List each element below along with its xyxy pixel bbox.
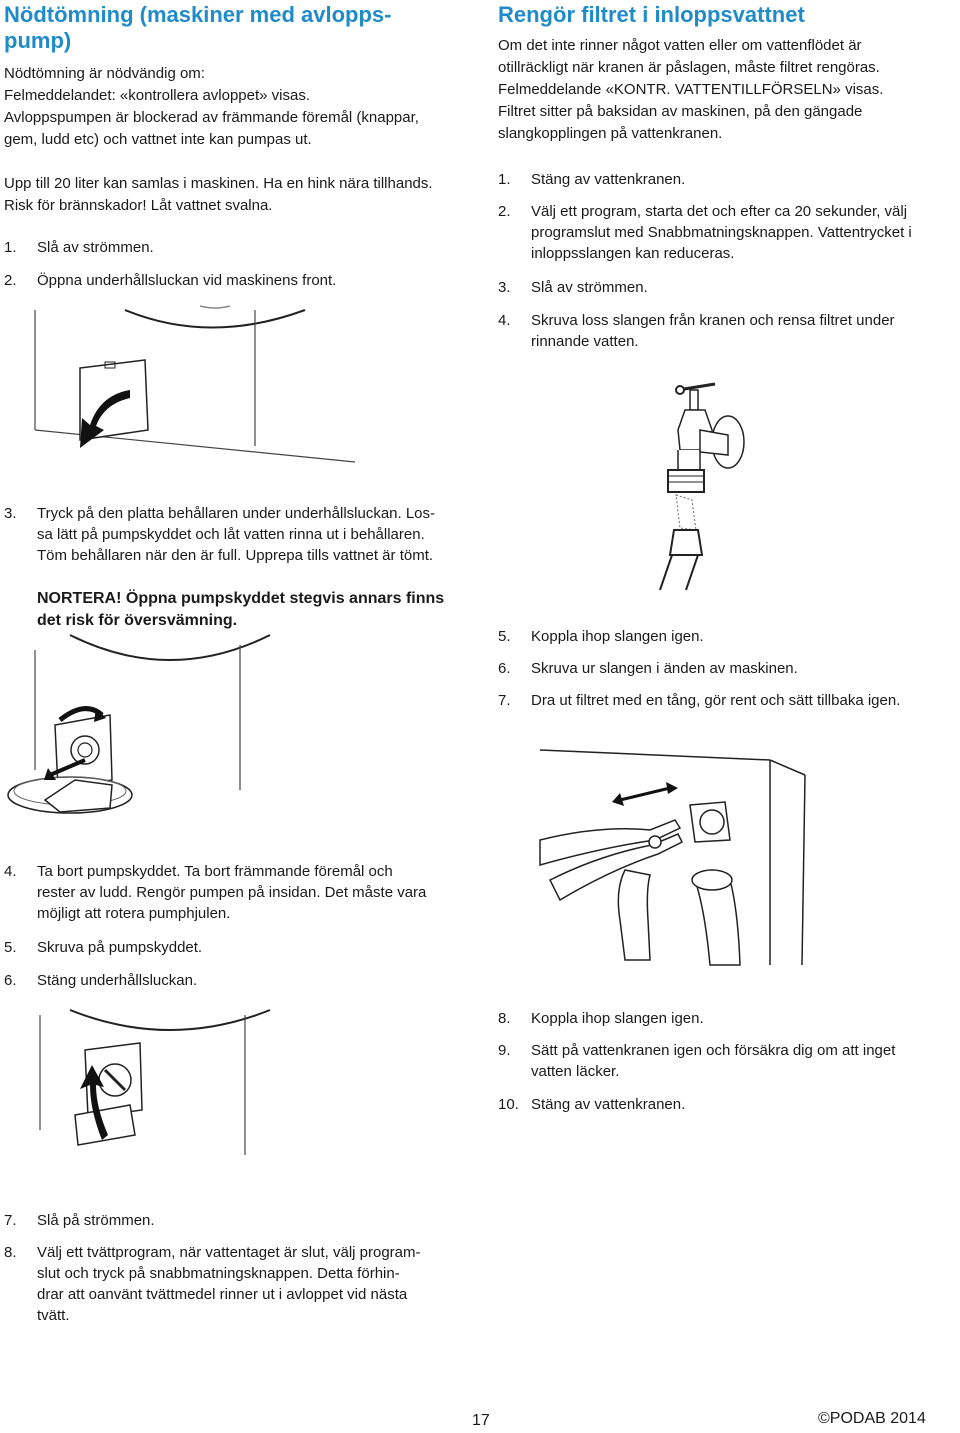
step-text-line: Välj ett program, starta det och efter ca 20 sekunder, välj <box>531 203 908 220</box>
step-number: 4. <box>498 312 511 329</box>
heading-line: pump) <box>4 28 72 53</box>
intro-paragraph <box>4 63 474 151</box>
text-line: Om det inte rinner något vatten eller om vattenflödet är <box>498 37 862 54</box>
note-line: det risk för översvämning. <box>37 612 238 629</box>
step-text: Dra ut filtret med en tång, gör rent och sätt tillbaka igen. <box>531 692 901 709</box>
text-line: otillräckligt när kranen är påslagen, måste filtret rengöras. <box>498 59 880 76</box>
step-text: Stäng av vattenkranen. <box>531 1096 686 1113</box>
step-number: 6. <box>498 660 511 677</box>
step-text-line: inloppsslangen kan reduceras. <box>531 245 735 262</box>
step-text: Slå av strömmen. <box>531 279 648 296</box>
text-line: Risk för brännskador! Låt vattnet svalna. <box>4 197 273 214</box>
text-line: Upp till 20 liter kan samlas i maskinen. Ha en hink nära tillhands. <box>4 175 433 192</box>
warning-paragraph <box>4 173 474 217</box>
step-number: 7. <box>4 1212 17 1229</box>
step-item <box>4 503 474 569</box>
step-text-line: drar att oanvänt tvättmedel rinner ut i avloppet vid nästa <box>37 1286 408 1303</box>
text-line: Filtret sitter på baksidan av maskinen, på den gängade <box>498 103 863 120</box>
step-text-line: rester av ludd. Rengör pumpen på insidan. Det måste vara <box>37 884 427 901</box>
step-text-line: tvätt. <box>37 1307 70 1324</box>
step-text-line: rinnande vatten. <box>531 333 639 350</box>
step-number: 4. <box>4 863 17 880</box>
step-text: Öppna underhållsluckan vid maskinens front. <box>37 272 337 289</box>
text-line: Felmeddelandet: «kontrollera avloppet» visas. <box>4 87 311 104</box>
step-text <box>531 201 959 264</box>
intro-paragraph <box>498 35 958 145</box>
step-item <box>4 1242 474 1330</box>
step-text-line: programslut med Snabbmatningsknappen. Vattentrycket i <box>531 224 912 241</box>
step-text-line: möjligt att rotera pumphjulen. <box>37 905 231 922</box>
step-text-line: sa lätt på pumpskyddet och låt vatten rinna ut i behållaren. <box>37 526 425 543</box>
water-tap-drawing <box>640 380 750 590</box>
step-number: 5. <box>4 939 17 956</box>
step-number: 8. <box>498 1010 511 1027</box>
step-text: Koppla ihop slangen igen. <box>531 628 704 645</box>
step-number: 1. <box>498 171 511 188</box>
note-line: NORTERA! Öppna pumpskyddet stegvis annars finns <box>37 590 445 607</box>
step-text <box>531 1040 959 1082</box>
step-number: 1. <box>4 239 17 256</box>
text-line: Nödtömning är nödvändig om: <box>4 65 205 82</box>
hatch-open-drawing <box>30 300 370 470</box>
step-text: Slå av strömmen. <box>37 239 154 256</box>
step-item <box>4 861 474 927</box>
step-text-line: slut och tryck på snabbmatningsknappen. Detta förhin- <box>37 1265 400 1282</box>
text-line: Felmeddelande «KONTR. VATTENTILLFÖRSELN» visas. <box>498 81 884 98</box>
copyright: ©PODAB 2014 <box>818 1410 926 1427</box>
step-text-line: Ta bort pumpskyddet. Ta bort främmande föremål och <box>37 863 393 880</box>
page-number: 17 <box>472 1412 490 1429</box>
step-number: 3. <box>4 505 17 522</box>
illustration-close-hatch <box>30 1005 330 1165</box>
step-text-line: Töm behållaren när den är full. Upprepa tills vattnet är tömt. <box>37 547 434 564</box>
text-line: slangkopplingen på vattenkranen. <box>498 125 723 142</box>
step-text-line: Tryck på den platta behållaren under underhållsluckan. Los- <box>37 505 436 522</box>
step-number: 10. <box>498 1096 519 1113</box>
step-text <box>37 503 477 566</box>
step-text-line: Skruva loss slangen från kranen och rensa filtret under <box>531 312 895 329</box>
step-text: Slå på strömmen. <box>37 1212 155 1229</box>
drain-tray-drawing <box>0 630 360 840</box>
step-number: 8. <box>4 1244 17 1261</box>
step-text <box>37 1242 477 1326</box>
illustration-water-tap <box>640 380 750 590</box>
heading-line: Nödtömning (maskiner med avlopps- <box>4 2 392 27</box>
step-text <box>37 861 477 924</box>
section-heading-inlet-filter: Rengör filtret i inloppsvattnet <box>498 2 805 27</box>
step-text-line: Välj ett tvättprogram, när vattentaget är slut, välj program- <box>37 1244 421 1261</box>
section-heading-emergency-drain <box>4 2 474 54</box>
illustration-open-hatch <box>30 300 370 470</box>
step-text-line: Sätt på vattenkranen igen och försäkra dig om att inget <box>531 1042 896 1059</box>
step-text: Koppla ihop slangen igen. <box>531 1010 704 1027</box>
step-text-line: vatten läcker. <box>531 1063 620 1080</box>
step-text <box>531 310 959 352</box>
step-text: Skruva ur slangen i änden av maskinen. <box>531 660 798 677</box>
step-number: 7. <box>498 692 511 709</box>
step-number: 6. <box>4 972 17 989</box>
text-line: gem, ludd etc) och vattnet inte kan pumpas ut. <box>4 131 312 148</box>
step-item <box>498 1040 958 1084</box>
hatch-close-drawing <box>30 1005 330 1165</box>
step-number: 2. <box>4 272 17 289</box>
step-text: Stäng underhållsluckan. <box>37 972 198 989</box>
step-number: 5. <box>498 628 511 645</box>
step-item <box>498 201 958 267</box>
text-line: Avloppspumpen är blockerad av främmande föremål (knappar, <box>4 109 419 126</box>
step-text: Skruva på pumpskyddet. <box>37 939 203 956</box>
illustration-pliers-filter <box>540 730 810 970</box>
pliers-filter-drawing <box>540 730 810 970</box>
illustration-drain-tray <box>0 630 360 840</box>
step-number: 3. <box>498 279 511 296</box>
note-warning <box>37 588 477 632</box>
step-number: 2. <box>498 203 511 220</box>
step-item <box>498 310 958 354</box>
step-number: 9. <box>498 1042 511 1059</box>
step-text: Stäng av vattenkranen. <box>531 171 686 188</box>
